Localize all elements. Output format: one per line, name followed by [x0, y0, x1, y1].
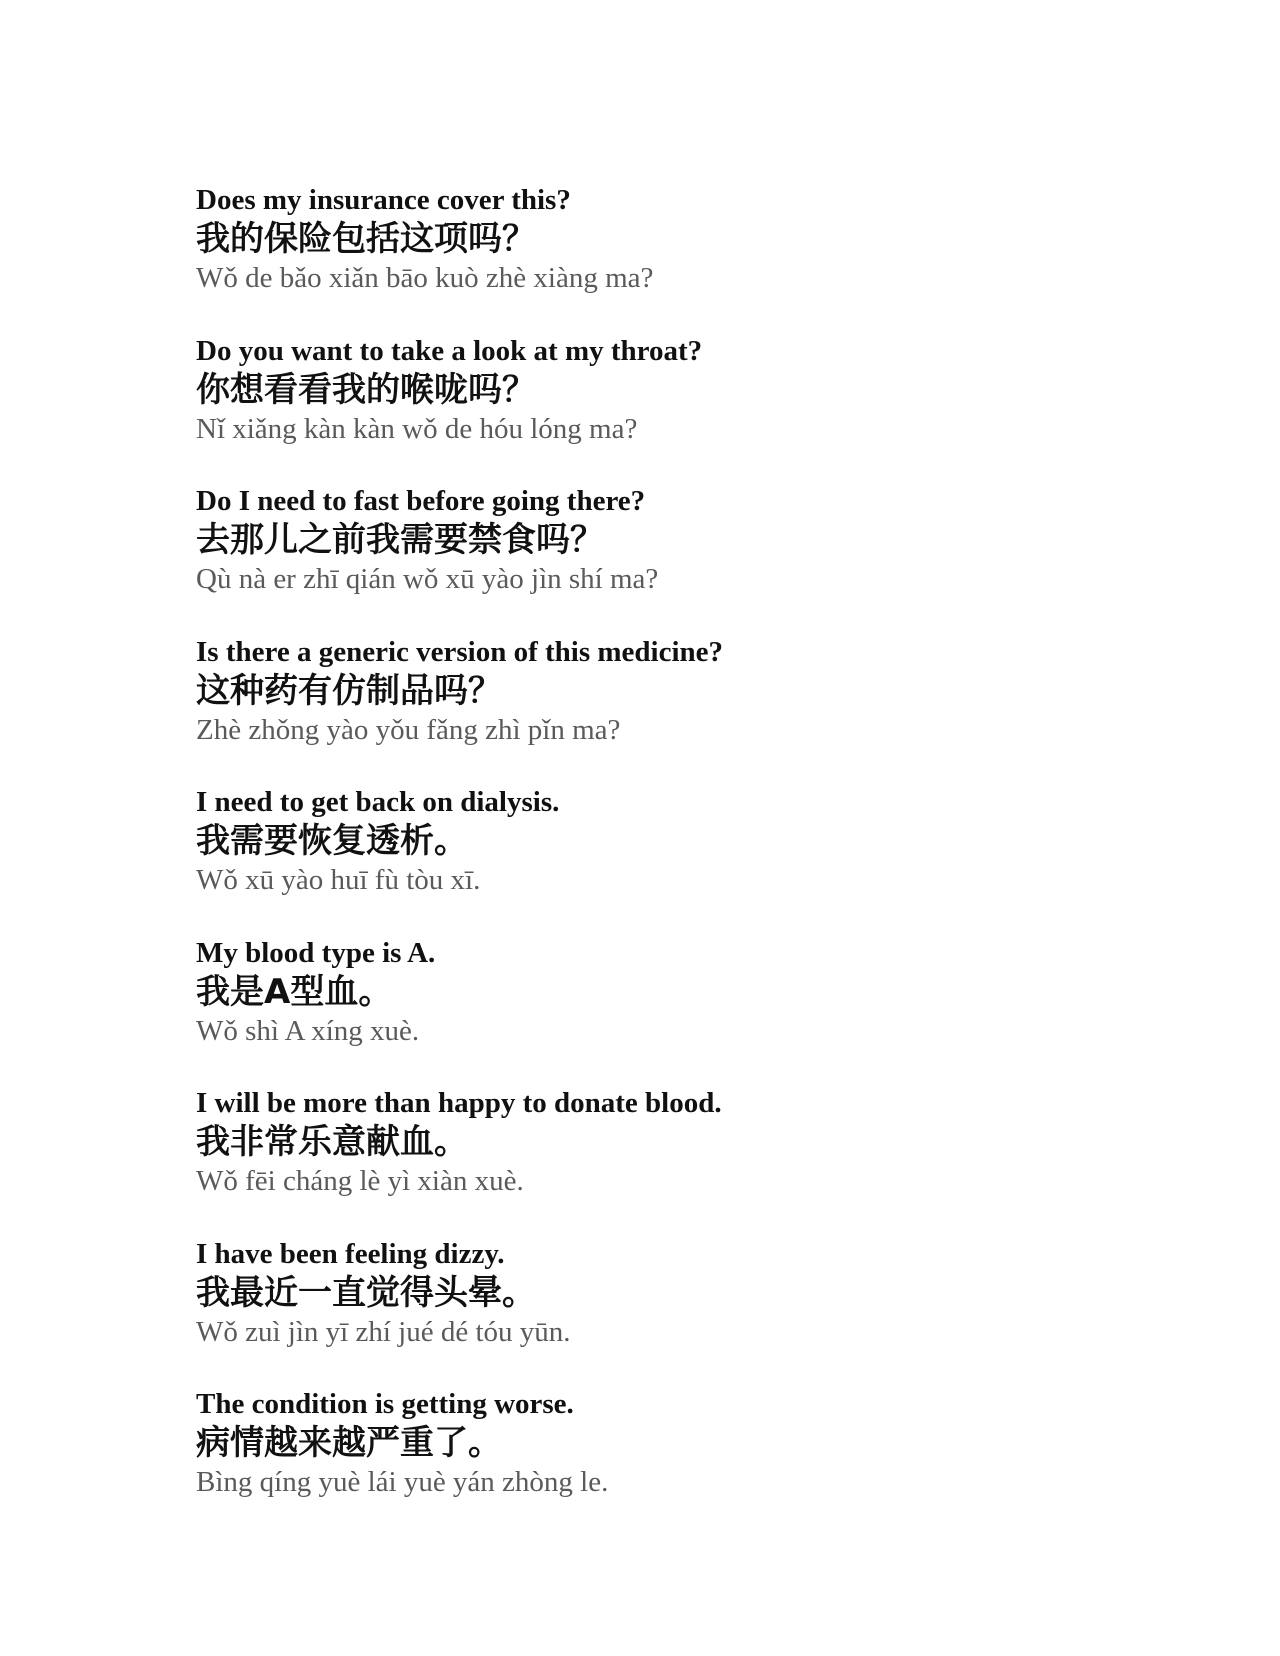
phrase-entry	[196, 634, 1196, 785]
chinese-sentence: 去那儿之前我需要禁食吗？	[196, 520, 604, 560]
phrase-entry	[196, 935, 1196, 1086]
pinyin-sentence: Wǒ xū yào huī fù tòu xī.	[196, 864, 481, 896]
phrase-list	[196, 182, 1196, 1537]
pinyin-sentence: Qù nà er zhī qián wǒ xū yào jìn shí ma?	[196, 563, 659, 595]
pinyin-sentence: Wǒ shì A xíng xuè.	[196, 1014, 420, 1047]
english-sentence: Is there a generic version of this medicine?	[196, 635, 724, 668]
english-sentence: Do you want to take a look at my throat?	[196, 334, 703, 367]
chinese-sentence: 我的保险包括这项吗？	[196, 219, 536, 259]
chinese-sentence: 我最近一直觉得头晕。	[196, 1272, 536, 1313]
english-sentence: I will be more than happy to donate blood.	[196, 1087, 722, 1119]
chinese-sentence: 我非常乐意献血。	[196, 1122, 468, 1162]
english-sentence: My blood type is A.	[196, 936, 436, 969]
phrase-entry	[196, 483, 1196, 634]
chinese-sentence: 这种药有仿制品吗？	[196, 670, 502, 711]
pinyin-sentence: Wǒ zuì jìn yī zhí jué dé tóu yūn.	[196, 1315, 571, 1348]
chinese-sentence: 病情越来越严重了。	[196, 1423, 502, 1463]
pinyin-sentence: Zhè zhǒng yào yǒu fǎng zhì pǐn ma?	[196, 713, 621, 746]
pinyin-sentence: Wǒ de bǎo xiǎn bāo kuò zhè xiàng ma?	[196, 262, 654, 294]
phrase-entry	[196, 333, 1196, 484]
english-sentence: I have been feeling dizzy.	[196, 1237, 505, 1270]
phrase-entry	[196, 1236, 1196, 1387]
english-sentence: I need to get back on dialysis.	[196, 786, 560, 818]
chinese-sentence: 我是A型血。	[196, 971, 393, 1012]
chinese-sentence: 你想看看我的喉咙吗？	[196, 369, 536, 410]
phrase-entry	[196, 1085, 1196, 1236]
phrase-entry	[196, 784, 1196, 935]
phrase-entry	[196, 1386, 1196, 1537]
pinyin-sentence: Nǐ xiǎng kàn kàn wǒ de hóu lóng ma?	[196, 412, 638, 445]
english-sentence: Do I need to fast before going there?	[196, 485, 646, 517]
english-sentence: The condition is getting worse.	[196, 1388, 574, 1420]
pinyin-sentence: Bìng qíng yuè lái yuè yán zhòng le.	[196, 1466, 609, 1498]
chinese-sentence: 我需要恢复透析。	[196, 821, 468, 861]
pinyin-sentence: Wǒ fēi cháng lè yì xiàn xuè.	[196, 1165, 524, 1197]
phrase-entry	[196, 182, 1196, 333]
english-sentence: Does my insurance cover this?	[196, 184, 571, 216]
